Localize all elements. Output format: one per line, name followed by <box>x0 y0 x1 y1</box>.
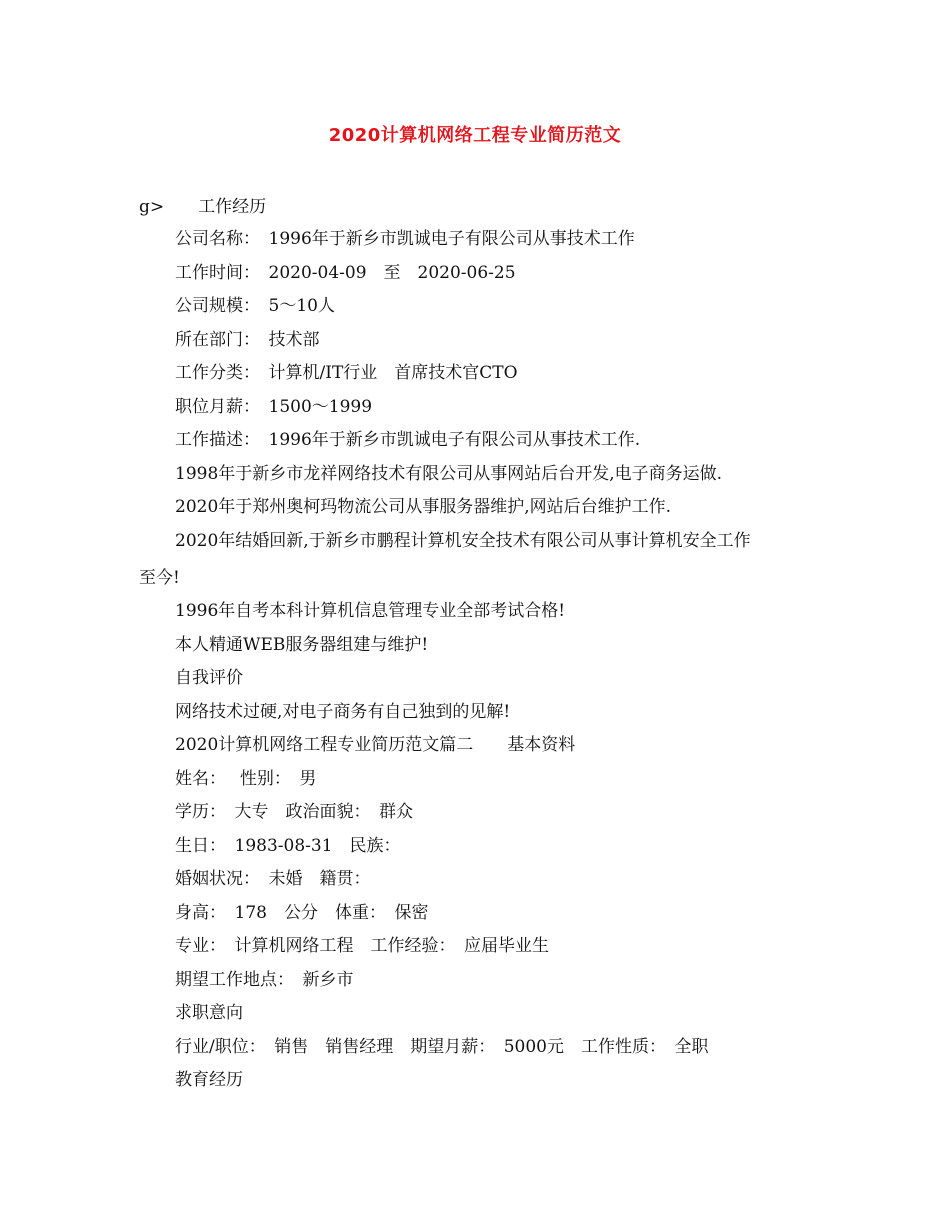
department-line: 所在部门： 技术部 <box>175 330 320 350</box>
section-heading-basic-info: 2020计算机网络工程专业简历范文篇二 基本资料 <box>175 735 576 755</box>
birthday-ethnicity-line: 生日： 1983-08-31 民族： <box>175 836 401 856</box>
experience-line-continued: 至今! <box>139 568 180 588</box>
marital-hometown-line: 婚姻状况： 未婚 籍贯： <box>175 869 371 889</box>
major-experience-line: 专业： 计算机网络工程 工作经验： 应届毕业生 <box>175 936 549 956</box>
job-intent-line: 行业/职位： 销售 销售经理 期望月薪： 5000元 工作性质： 全职 <box>175 1037 709 1057</box>
company-size-line: 公司规模： 5～10人 <box>175 296 335 316</box>
experience-line: 2020年结婚回新,于新乡市鹏程计算机安全技术有限公司从事计算机安全工作 <box>175 531 751 551</box>
preferred-location-line: 期望工作地点： 新乡市 <box>175 970 354 990</box>
job-category-line: 工作分类： 计算机/IT行业 首席技术官CTO <box>175 363 518 383</box>
self-evaluation-line: 网络技术过硬,对电子商务有自己独到的见解! <box>175 702 511 722</box>
document-title: 2020计算机网络工程专业简历范文 <box>328 125 622 146</box>
company-name-line: 公司名称： 1996年于新乡市凯诚电子有限公司从事技术工作 <box>175 229 635 249</box>
section-heading-self-evaluation: 自我评价 <box>175 668 243 688</box>
experience-line: 1998年于新乡市龙祥网络技术有限公司从事网站后台开发,电子商务运做. <box>175 464 723 484</box>
section-heading-work-experience: g> 工作经历 <box>139 197 267 217</box>
job-description-line: 工作描述： 1996年于新乡市凯诚电子有限公司从事技术工作. <box>175 430 641 450</box>
section-heading-job-intent: 求职意向 <box>175 1003 243 1023</box>
education-politics-line: 学历： 大专 政治面貌： 群众 <box>175 802 413 822</box>
section-heading-education: 教育经历 <box>175 1070 243 1090</box>
qualification-line: 1996年自考本科计算机信息管理专业全部考试合格! <box>175 601 566 621</box>
height-weight-line: 身高： 178 公分 体重： 保密 <box>175 903 429 923</box>
skill-line: 本人精通WEB服务器组建与维护! <box>175 635 429 655</box>
work-period-line: 工作时间： 2020-04-09 至 2020-06-25 <box>175 263 516 283</box>
name-gender-line: 姓名： 性别： 男 <box>175 769 317 789</box>
salary-line: 职位月薪： 1500～1999 <box>175 397 373 417</box>
experience-line: 2020年于郑州奥柯玛物流公司从事服务器维护,网站后台维护工作. <box>175 497 672 517</box>
